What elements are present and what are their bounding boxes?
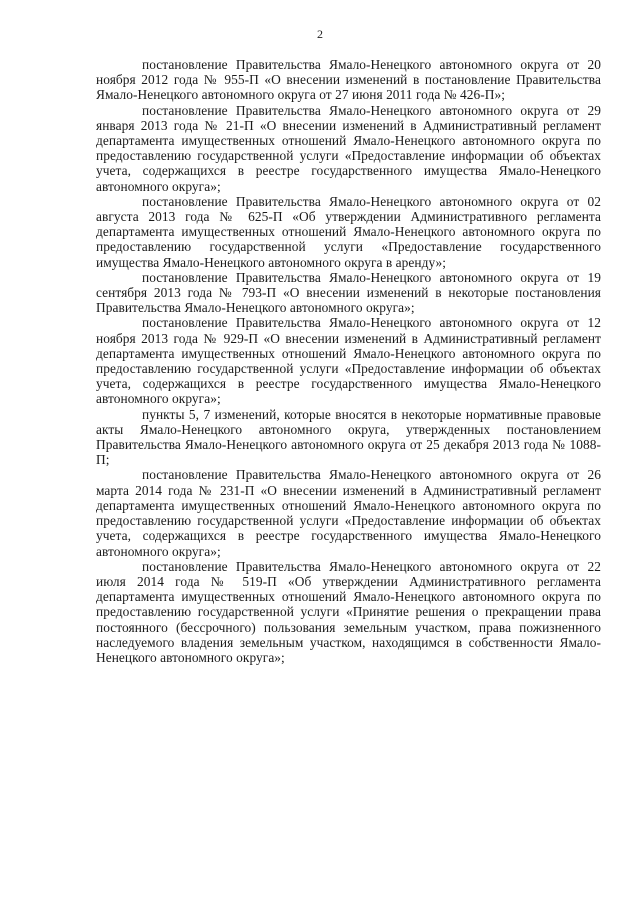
list-item-resolution-231: постановление Правительства Ямало-Ненецкого автономного округа от 26 марта 2014 года № 231-П «О внесении изменений в Административный регламент департамента имущественных отношений Ямало-Ненецкого автономного округа по предоставлению государственной услуги «Предоставление информации об объектах учета, содержащихся в реестре государственного имущества Ямало-Ненецкого автономного округа»; [96, 467, 601, 559]
list-item-resolution-21: постановление Правительства Ямало-Ненецкого автономного округа от 29 января 2013 года № 21-П «О внесении изменений в Административный регламент департамента имущественных отношений Ямало-Ненецкого автономного округа по предоставлению государственной услуги «Предоставление информации об объектах учета, содержащихся в реестре государственного имущества Ямало-Ненецкого автономного округа»; [96, 102, 601, 194]
list-item-resolution-955: постановление Правительства Ямало-Ненецкого автономного округа от 20 ноября 2012 года № 955-П «О внесении изменений в постановление Правительства Ямало-Ненецкого автономного округа от 27 июня 2011 года № 426-П»; [96, 57, 601, 103]
document-body [96, 57, 601, 665]
list-item-resolution-929: постановление Правительства Ямало-Ненецкого автономного округа от 12 ноября 2013 года № 929-П «О внесении изменений в Административный регламент департамента имущественных отношений Ямало-Ненецкого автономного округа по предоставлению государственной услуги «Предоставление информации об объектах учета, содержащихся в реестре государственного имущества Ямало-Ненецкого автономного округа»; [96, 315, 601, 407]
list-item-resolution-793: постановление Правительства Ямало-Ненецкого автономного округа от 19 сентября 2013 года № 793-П «О внесении изменений в некоторые постановления Правительства Ямало-Ненецкого автономного округа»; [96, 269, 601, 316]
list-item-resolution-625: постановление Правительства Ямало-Ненецкого автономного округа от 02 августа 2013 года № 625-П «Об утверждении Административного регламента департамента имущественных отношений Ямало-Ненецкого автономного округа по предоставлению государственной услуги «Предоставление государственного имущества Ямало-Ненецкого автономного округа в аренду»; [96, 193, 601, 270]
page-number: 2 [317, 27, 323, 41]
list-item-resolution-1088: пункты 5, 7 изменений, которые вносятся в некоторые нормативные правовые акты Ямало-Ненецкого автономного округа, утвержденных постановлением Правительства Ямало-Ненецкого автономного округа от 25 декабря 2013 года № 1088-П; [96, 406, 601, 468]
list-item-resolution-519: постановление Правительства Ямало-Ненецкого автономного округа от 22 июля 2014 года № 519-П «Об утверждении Административного регламента департамента имущественных отношений Ямало-Ненецкого автономного округа по предоставлению государственной услуги «Принятие решения о прекращении права постоянного (бессрочного) пользования земельным участком, права пожизненного наследуемого владения земельным участком, находящимся в собственности Ямало-Ненецкого автономного округа»; [96, 558, 601, 665]
